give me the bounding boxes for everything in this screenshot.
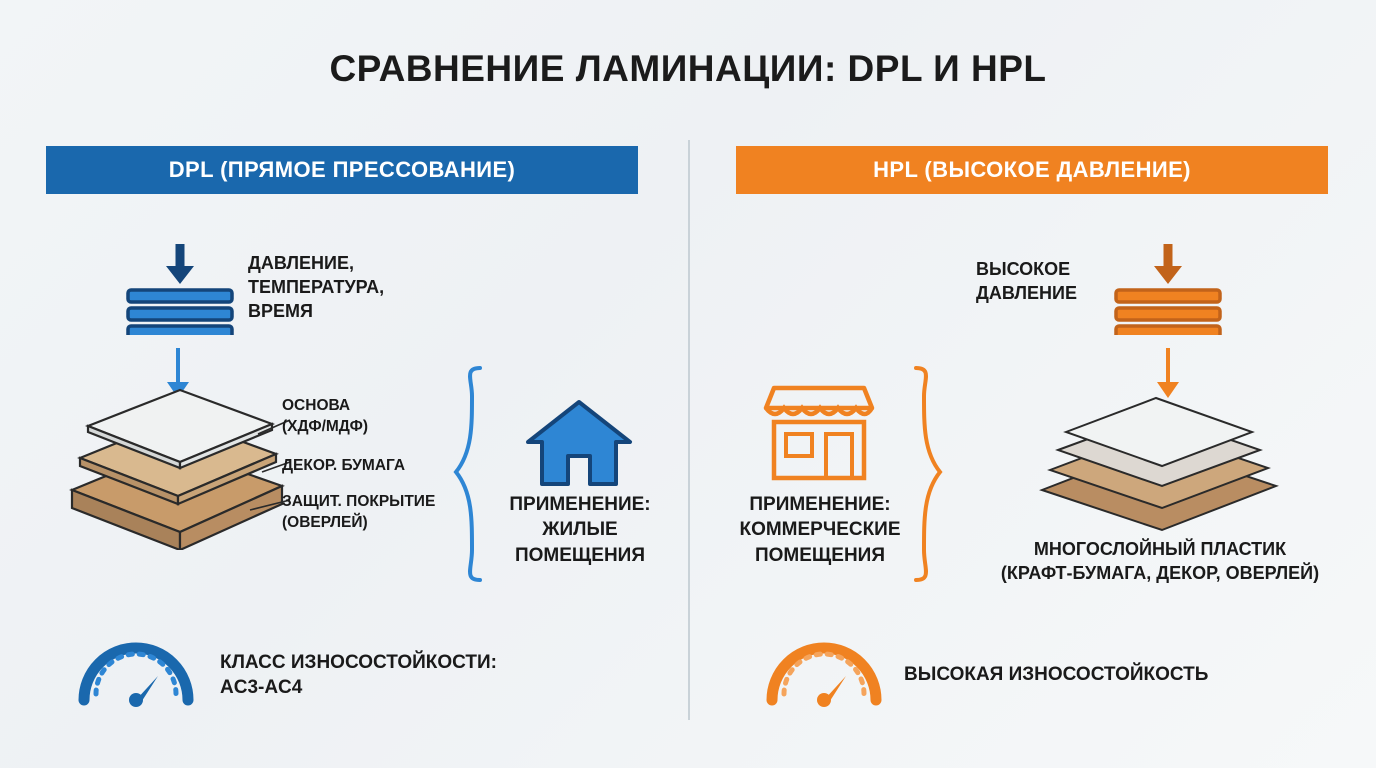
dpl-press-label [248, 252, 384, 324]
hpl-wear-label [904, 662, 1208, 687]
hpl-press-icon [1108, 240, 1228, 335]
dpl-brace [446, 366, 486, 582]
shop-icon [760, 382, 878, 484]
dpl-gauge-icon [76, 632, 196, 712]
dpl-layer-stack-icon [62, 382, 292, 550]
hpl-layer-stack-icon [1034, 392, 1284, 532]
dpl-application-line-1: ПРИМЕНЕНИЕ: [509, 494, 651, 515]
dpl-wear-line-1: КЛАСС ИЗНОСОСТОЙКОСТИ: [220, 652, 498, 673]
hpl-stack-caption-line-1: МНОГОСЛОЙНЫЙ ПЛАСТИК [1033, 539, 1287, 559]
dpl-layer-label-decor-line-1: ДЕКОР. БУМАГА [282, 457, 406, 474]
hpl-application-line-3: ПОМЕЩЕНИЯ [754, 544, 885, 566]
dpl-header: DPL (ПРЯМОЕ ПРЕССОВАНИЕ) [46, 146, 638, 194]
hpl-application-line-2: КОММЕРЧЕСКИЕ [739, 519, 901, 541]
dpl-wear-label [220, 650, 497, 701]
dpl-layer-label-overlay-line-2: (ОВЕРЛЕЙ) [282, 513, 368, 531]
dpl-layer-label-overlay-line-1: ЗАЩИТ. ПОКРЫТИЕ [282, 493, 436, 510]
dpl-press-label-line-3: ВРЕМЯ [248, 300, 313, 321]
hpl-stack-caption-line-2: (КРАФТ-БУМАГА, ДЕКОР, ОВЕРЛЕЙ) [1000, 562, 1320, 583]
dpl-wear-line-2: AC3-AC4 [220, 677, 303, 699]
column-divider [688, 140, 690, 720]
hpl-application-label [722, 492, 918, 568]
dpl-application-label [496, 492, 664, 568]
dpl-layer-label-base [282, 396, 368, 437]
hpl-brace [910, 366, 950, 582]
house-icon [524, 398, 634, 488]
hpl-press-label [976, 258, 1077, 306]
dpl-press-icon [120, 240, 240, 335]
hpl-gauge-icon [764, 632, 884, 712]
hpl-press-label-line-1: ВЫСОКОЕ [976, 259, 1071, 279]
dpl-application-line-2: ЖИЛЫЕ [542, 519, 618, 541]
hpl-press-label-line-2: ДАВЛЕНИЕ [976, 282, 1077, 303]
dpl-layer-label-base-line-2: (ХДФ/МДФ) [282, 417, 369, 435]
hpl-wear-line-1: ВЫСОКАЯ ИЗНОСОСТОЙКОСТЬ [904, 664, 1209, 685]
dpl-layer-label-base-line-1: ОСНОВА [282, 397, 351, 414]
dpl-press-label-line-1: ДАВЛЕНИЕ, [248, 253, 354, 273]
dpl-layer-label-overlay [282, 492, 435, 533]
hpl-stack-caption [950, 538, 1370, 586]
hpl-application-line-1: ПРИМЕНЕНИЕ: [749, 494, 891, 515]
hpl-header: HPL (ВЫСОКОЕ ДАВЛЕНИЕ) [736, 146, 1328, 194]
dpl-application-line-3: ПОМЕЩЕНИЯ [514, 544, 645, 566]
page-title: СРАВНЕНИЕ ЛАМИНАЦИИ: DPL И HPL [329, 48, 1047, 89]
dpl-layer-label-decor [282, 456, 405, 477]
dpl-press-label-line-2: ТЕМПЕРАТУРА, [248, 276, 385, 297]
